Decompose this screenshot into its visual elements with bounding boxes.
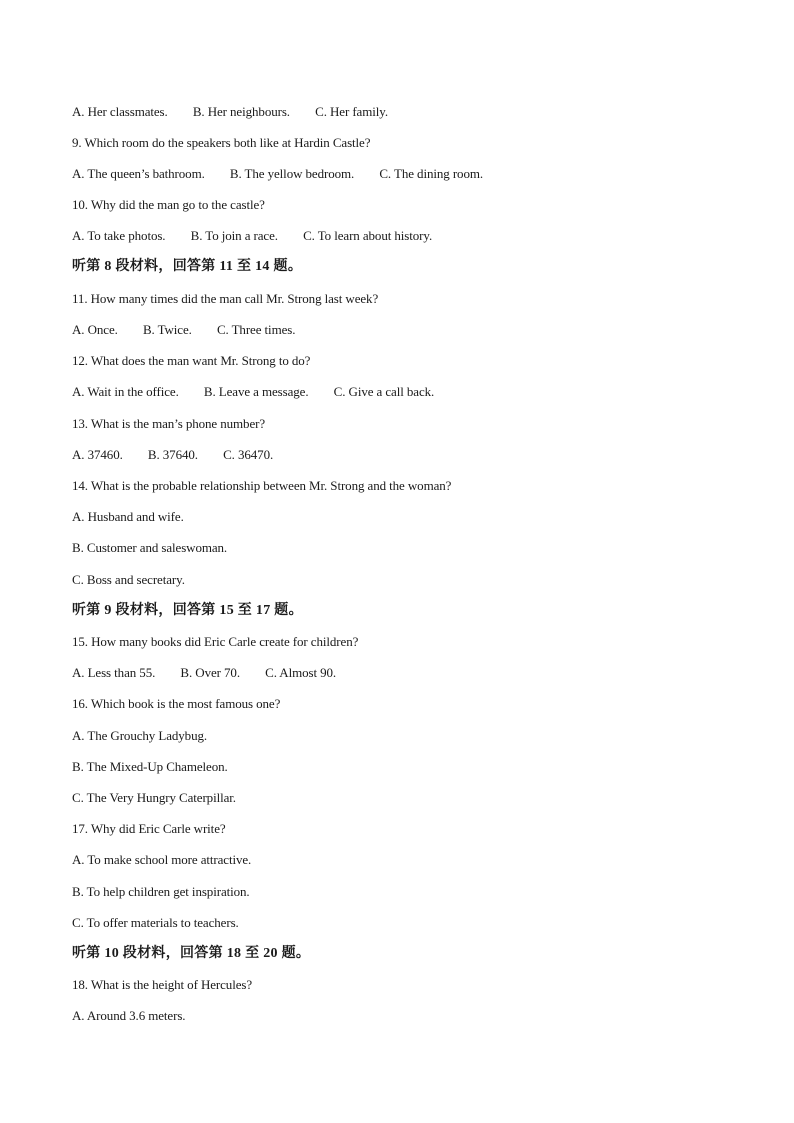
section-8-heading: 听第 8 段材料，回答第 11 至 14 题。 (72, 259, 303, 274)
section-10-heading: 听第 10 段材料，回答第 18 至 20 题。 (72, 946, 311, 961)
q11-option-b: B. Twice. (142, 322, 192, 337)
q12-option-a: A. Wait in the office. (72, 384, 179, 399)
q14-option-c: C. Boss and secretary. (72, 572, 185, 587)
q9-options (72, 166, 483, 182)
q15-option-a: A. Less than 55. (72, 665, 156, 680)
q9-option-a: A. The queen’s bathroom. (72, 166, 205, 181)
q14-option-a: A. Husband and wife. (72, 509, 184, 524)
q11-question: 11. How many times did the man call Mr. Strong last week? (72, 291, 379, 306)
q13-option-b: B. 37640. (147, 447, 198, 462)
q15-option-c: C. Almost 90. (265, 665, 337, 680)
q18-question: 18. What is the height of Hercules? (72, 977, 253, 992)
q10-option-b: B. To join a race. (190, 228, 278, 243)
q8-option-a: A. Her classmates. (72, 104, 168, 119)
q16-option-c: C. The Very Hungry Caterpillar. (72, 790, 236, 805)
q17-option-c: C. To offer materials to teachers. (72, 915, 239, 930)
q13-option-c: C. 36470. (223, 447, 274, 462)
q13-question: 13. What is the man’s phone number? (72, 416, 266, 431)
q17-option-a: A. To make school more attractive. (72, 852, 252, 867)
q15-option-b: B. Over 70. (180, 665, 240, 680)
q8-option-c: C. Her family. (315, 104, 388, 119)
q15-question: 15. How many books did Eric Carle create for children? (72, 634, 359, 649)
q12-options (72, 384, 434, 400)
q15-options (72, 665, 336, 681)
q16-question: 16. Which book is the most famous one? (72, 696, 281, 711)
q18-option-a: A. Around 3.6 meters. (72, 1008, 186, 1023)
q10-option-c: C. To learn about history. (303, 228, 433, 243)
q13-option-a: A. 37460. (72, 447, 123, 462)
q12-option-b: B. Leave a message. (203, 384, 309, 399)
q11-option-a: A. Once. (72, 322, 118, 337)
q14-question: 14. What is the probable relationship between Mr. Strong and the woman? (72, 478, 452, 493)
q10-options (72, 228, 432, 244)
q17-option-b: B. To help children get inspiration. (72, 884, 250, 899)
section-9-heading: 听第 9 段材料，回答第 15 至 17 题。 (72, 603, 303, 618)
q8-option-b: B. Her neighbours. (192, 104, 290, 119)
q9-option-b: B. The yellow bedroom. (229, 166, 355, 181)
q8-options (72, 104, 388, 120)
q9-question: 9. Which room do the speakers both like at Hardin Castle? (72, 135, 371, 150)
q16-option-a: A. The Grouchy Ladybug. (72, 728, 208, 743)
q10-question: 10. Why did the man go to the castle? (72, 197, 265, 212)
q12-question: 12. What does the man want Mr. Strong to do? (72, 353, 311, 368)
q13-options (72, 447, 273, 463)
q10-option-a: A. To take photos. (72, 228, 166, 243)
q12-option-c: C. Give a call back. (333, 384, 435, 399)
q9-option-c: C. The dining room. (379, 166, 484, 181)
q11-option-c: C. Three times. (216, 322, 296, 337)
q14-option-b: B. Customer and saleswoman. (72, 540, 228, 555)
q16-option-b: B. The Mixed-Up Chameleon. (72, 759, 228, 774)
q17-question: 17. Why did Eric Carle write? (72, 821, 226, 836)
q11-options (72, 322, 295, 338)
